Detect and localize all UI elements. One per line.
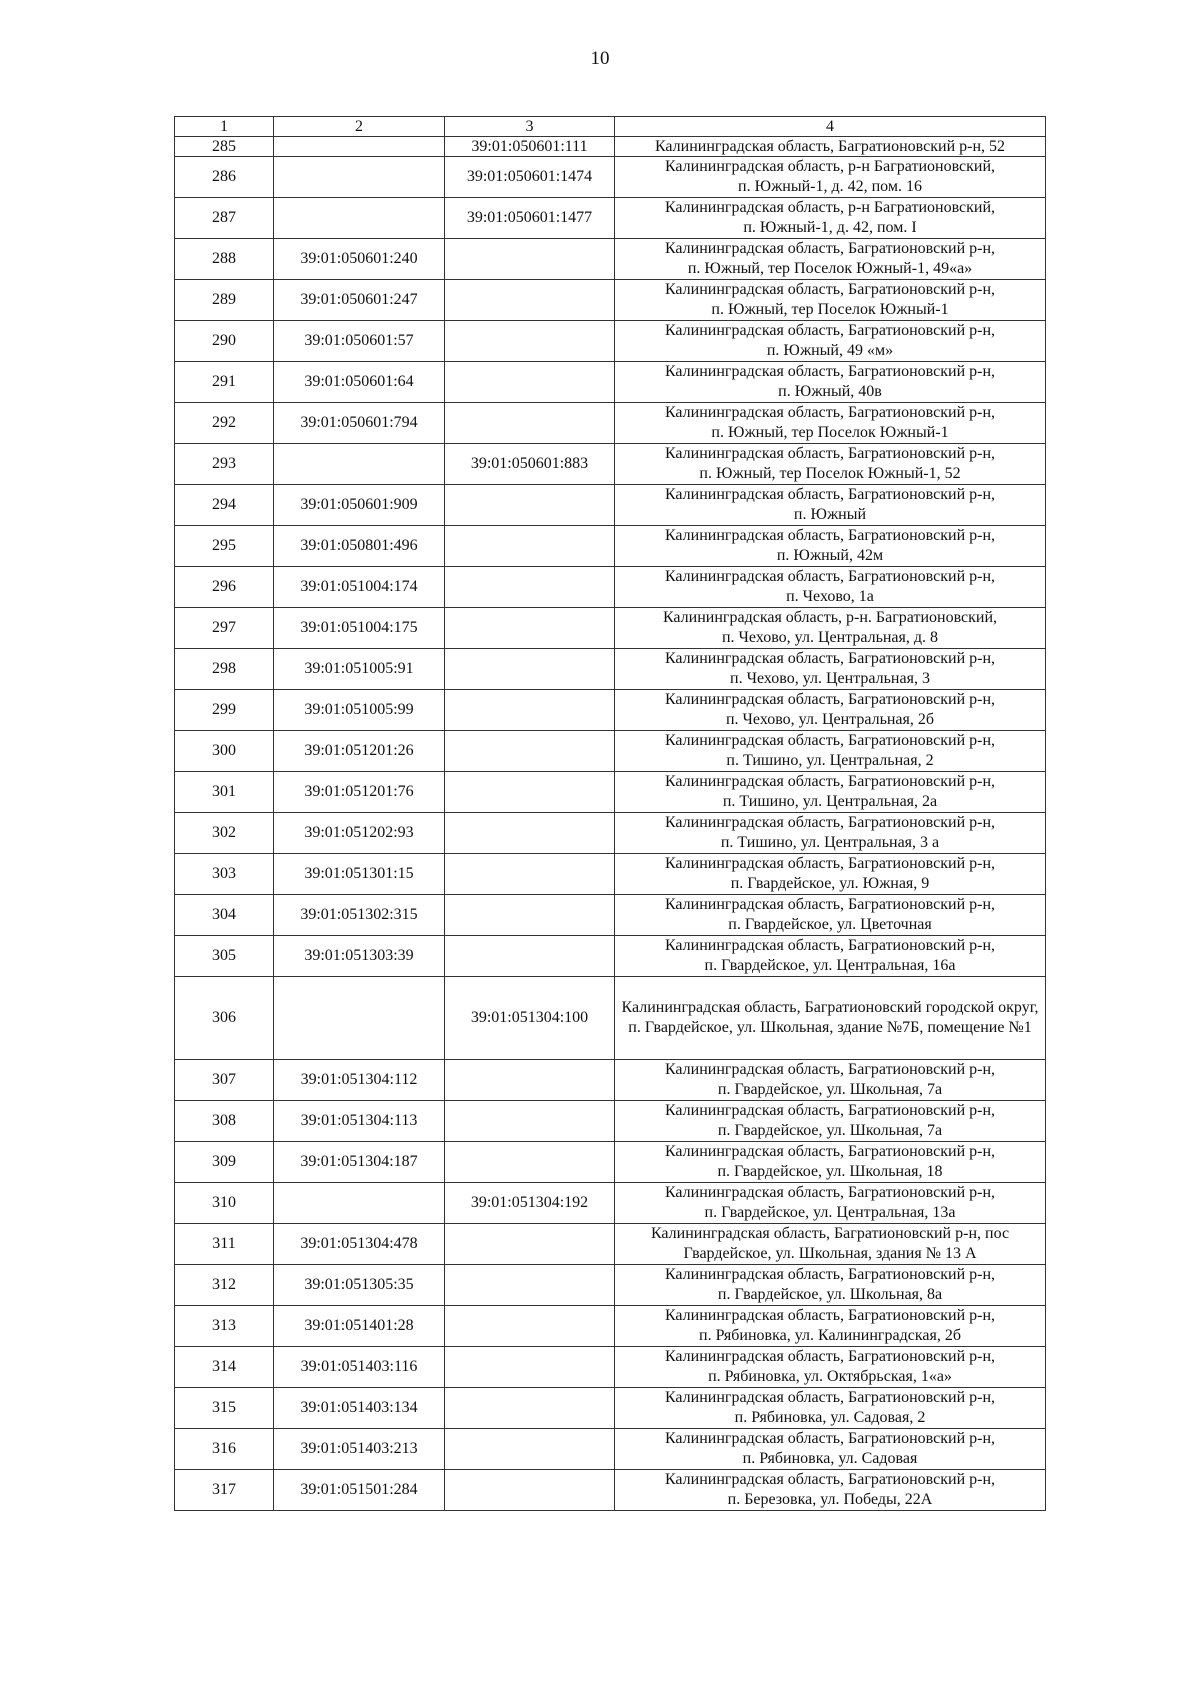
address-cell: [615, 1388, 1046, 1429]
address-cell: [615, 239, 1046, 280]
header-col-2: 2: [274, 117, 445, 137]
row-number-cell: 287: [175, 198, 274, 239]
address-cell: [615, 1306, 1046, 1347]
cadastral-number-alt-cell: [445, 239, 615, 280]
address-cell: [615, 1429, 1046, 1470]
cadastral-number-cell: 39:01:051301:15: [274, 854, 445, 895]
table-row: [175, 157, 1046, 198]
table-row: [175, 485, 1046, 526]
table-row: [175, 198, 1046, 239]
cadastral-number-cell: 39:01:050601:57: [274, 321, 445, 362]
address-cell: [615, 977, 1046, 1060]
address-cell: [615, 403, 1046, 444]
header-col-1: 1: [175, 117, 274, 137]
row-number-cell: 291: [175, 362, 274, 403]
address-cell: [615, 1101, 1046, 1142]
address-line: Калининградская область, Багратионовский р-н,: [664, 1102, 996, 1119]
cadastral-number-alt-cell: 39:01:050601:111: [445, 137, 615, 157]
cadastral-number-cell: 39:01:050601:909: [274, 485, 445, 526]
address-line: Калининградская область, р-н. Багратионовский,: [662, 609, 998, 626]
cadastral-number-alt-cell: [445, 1142, 615, 1183]
address-cell: [615, 608, 1046, 649]
address-cell: [615, 1470, 1046, 1511]
cadastral-number-cell: 39:01:051303:39: [274, 936, 445, 977]
address-line: Калининградская область, Багратионовский р-н,: [664, 404, 996, 421]
row-number-cell: 316: [175, 1429, 274, 1470]
cadastral-number-cell: [274, 198, 445, 239]
row-number-cell: 301: [175, 772, 274, 813]
address-cell: [615, 936, 1046, 977]
address-cell: [615, 690, 1046, 731]
cadastral-number-alt-cell: [445, 608, 615, 649]
row-number-cell: 314: [175, 1347, 274, 1388]
address-line: п. Гвардейское, ул. Школьная, 18: [717, 1163, 943, 1180]
address-line: п. Тишино, ул. Центральная, 2: [726, 752, 934, 769]
cadastral-number-alt-cell: 39:01:050601:1474: [445, 157, 615, 198]
table-row: [175, 1306, 1046, 1347]
address-cell: [615, 649, 1046, 690]
cadastral-number-cell: 39:01:050601:64: [274, 362, 445, 403]
cadastral-number-cell: 39:01:051004:174: [274, 567, 445, 608]
cadastral-number-alt-cell: [445, 731, 615, 772]
cadastral-number-alt-cell: [445, 772, 615, 813]
address-cell: [615, 1183, 1046, 1224]
cadastral-number-alt-cell: [445, 1060, 615, 1101]
cadastral-number-alt-cell: [445, 1388, 615, 1429]
row-number-cell: 311: [175, 1224, 274, 1265]
cadastral-number-cell: 39:01:051401:28: [274, 1306, 445, 1347]
row-number-cell: 306: [175, 977, 274, 1060]
cadastral-number-cell: 39:01:051403:213: [274, 1429, 445, 1470]
table-row: [175, 444, 1046, 485]
address-line: Калининградская область, Багратионовский р-н,: [664, 1143, 996, 1160]
address-line: Калининградская область, Багратионовский р-н,: [664, 814, 996, 831]
cadastral-number-alt-cell: [445, 403, 615, 444]
cadastral-number-cell: 39:01:051005:91: [274, 649, 445, 690]
address-line: Калининградская область, Багратионовский р-н,: [664, 1061, 996, 1078]
address-cell: [615, 567, 1046, 608]
cadastral-number-cell: 39:01:051304:478: [274, 1224, 445, 1265]
cadastral-number-alt-cell: 39:01:051304:100: [445, 977, 615, 1060]
row-number-cell: 304: [175, 895, 274, 936]
cadastral-number-cell: 39:01:050601:794: [274, 403, 445, 444]
address-line: п. Гвардейское, ул. Южная, 9: [730, 875, 930, 892]
cadastral-number-cell: [274, 157, 445, 198]
table-row: [175, 690, 1046, 731]
cadastral-number-alt-cell: [445, 1429, 615, 1470]
address-cell: [615, 321, 1046, 362]
cadastral-number-alt-cell: [445, 1347, 615, 1388]
row-number-cell: 298: [175, 649, 274, 690]
address-line: п. Чехово, ул. Центральная, д. 8: [721, 629, 939, 646]
cadastral-number-cell: 39:01:051305:35: [274, 1265, 445, 1306]
table-row: [175, 813, 1046, 854]
cadastral-number-alt-cell: 39:01:051304:192: [445, 1183, 615, 1224]
table-row: [175, 137, 1046, 157]
table-row: [175, 731, 1046, 772]
cadastral-number-cell: 39:01:050801:496: [274, 526, 445, 567]
address-line: п. Рябиновка, ул. Садовая, 2: [734, 1409, 926, 1426]
row-number-cell: 302: [175, 813, 274, 854]
address-line: п. Южный, тер Поселок Южный-1, 52: [699, 465, 961, 482]
address-line: п. Южный-1, д. 42, пом. 16: [738, 178, 922, 195]
cadastral-number-cell: [274, 137, 445, 157]
address-line: Калининградская область, Багратионовский р-н,: [664, 1348, 996, 1365]
cadastral-number-cell: 39:01:050601:247: [274, 280, 445, 321]
address-line: Калининградская область, Багратионовский р-н,: [664, 445, 996, 462]
cadastral-number-alt-cell: [445, 321, 615, 362]
row-number-cell: 290: [175, 321, 274, 362]
cadastral-number-cell: 39:01:051302:315: [274, 895, 445, 936]
address-line: п. Гвардейское, ул. Школьная, здание №7Б, помещение №1: [628, 1019, 1032, 1036]
cadastral-number-cell: [274, 977, 445, 1060]
table-row: [175, 280, 1046, 321]
cadastral-number-alt-cell: 39:01:050601:1477: [445, 198, 615, 239]
address-cell: [615, 895, 1046, 936]
address-line: Калининградская область, Багратионовский р-н,: [664, 1266, 996, 1283]
cadastral-number-alt-cell: [445, 362, 615, 403]
cadastral-number-cell: 39:01:051501:284: [274, 1470, 445, 1511]
address-cell: [615, 1347, 1046, 1388]
header-col-3: 3: [445, 117, 615, 137]
address-line: п. Гвардейское, ул. Школьная, 7а: [717, 1081, 943, 1098]
cadastral-number-alt-cell: [445, 485, 615, 526]
table-row: [175, 321, 1046, 362]
address-line: п. Южный, тер Поселок Южный-1: [711, 301, 949, 318]
row-number-cell: 307: [175, 1060, 274, 1101]
row-number-cell: 292: [175, 403, 274, 444]
address-line: Калининградская область, Багратионовский р-н,: [664, 773, 996, 790]
cadastral-number-alt-cell: [445, 1224, 615, 1265]
row-number-cell: 296: [175, 567, 274, 608]
row-number-cell: 288: [175, 239, 274, 280]
address-line: п. Рябиновка, ул. Октябрьская, 1«а»: [708, 1368, 952, 1385]
address-line: п. Березовка, ул. Победы, 22А: [727, 1491, 933, 1508]
cadastral-number-cell: 39:01:051005:99: [274, 690, 445, 731]
address-line: Калининградская область, Багратионовский р-н,: [664, 281, 996, 298]
address-line: Калининградская область, Багратионовский р-н,: [664, 691, 996, 708]
row-number-cell: 299: [175, 690, 274, 731]
address-line: п. Южный, тер Поселок Южный-1, 49«а»: [687, 260, 973, 277]
header-col-4: 4: [615, 117, 1046, 137]
cadastral-number-alt-cell: [445, 526, 615, 567]
address-line: п. Чехово, ул. Центральная, 2б: [725, 711, 935, 728]
address-cell: [615, 1224, 1046, 1265]
table-row: [175, 1101, 1046, 1142]
cadastral-number-alt-cell: [445, 936, 615, 977]
page-number: 10: [590, 48, 610, 69]
row-number-cell: 308: [175, 1101, 274, 1142]
address-line: Калининградская область, Багратионовский р-н, 52: [654, 137, 1006, 155]
table-row: [175, 1347, 1046, 1388]
address-line: п. Гвардейское, ул. Школьная, 7а: [717, 1122, 943, 1139]
cadastral-number-alt-cell: [445, 690, 615, 731]
address-line: Калининградская область, Багратионовский р-н,: [664, 527, 996, 544]
cadastral-number-cell: [274, 444, 445, 485]
cadastral-number-alt-cell: [445, 649, 615, 690]
address-cell: [615, 444, 1046, 485]
row-number-cell: 317: [175, 1470, 274, 1511]
address-line: п. Чехово, ул. Центральная, 3: [730, 670, 930, 687]
address-cell: [615, 157, 1046, 198]
row-number-cell: 310: [175, 1183, 274, 1224]
address-cell: [615, 526, 1046, 567]
address-line: Калининградская область, Багратионовский р-н,: [664, 896, 996, 913]
address-cell: [615, 1142, 1046, 1183]
cadastral-number-cell: 39:01:051304:112: [274, 1060, 445, 1101]
registry-table: [174, 116, 1046, 1511]
address-cell: [615, 485, 1046, 526]
address-cell: [615, 1265, 1046, 1306]
row-number-cell: 294: [175, 485, 274, 526]
address-line: п. Тишино, ул. Центральная, 3 а: [720, 834, 940, 851]
table-row: [175, 895, 1046, 936]
cadastral-number-alt-cell: [445, 567, 615, 608]
address-line: Калининградская область, Багратионовский р-н,: [664, 568, 996, 585]
table-row: [175, 772, 1046, 813]
cadastral-number-alt-cell: [445, 1470, 615, 1511]
address-cell: [615, 772, 1046, 813]
address-line: Калининградская область, Багратионовский р-н,: [664, 732, 996, 749]
table-row: [175, 239, 1046, 280]
cadastral-number-cell: [274, 1183, 445, 1224]
table-row: [175, 854, 1046, 895]
row-number-cell: 309: [175, 1142, 274, 1183]
row-number-cell: 313: [175, 1306, 274, 1347]
cadastral-number-alt-cell: [445, 854, 615, 895]
address-line: п. Южный, 42м: [776, 547, 884, 564]
table-row: [175, 1388, 1046, 1429]
row-number-cell: 295: [175, 526, 274, 567]
table-row: [175, 1224, 1046, 1265]
address-cell: [615, 854, 1046, 895]
cadastral-number-alt-cell: [445, 813, 615, 854]
address-line: Калининградская область, Багратионовский р-н,: [664, 1389, 996, 1406]
cadastral-number-cell: 39:01:051403:134: [274, 1388, 445, 1429]
table-row: [175, 1142, 1046, 1183]
address-line: п. Южный, тер Поселок Южный-1: [711, 424, 949, 441]
row-number-cell: 289: [175, 280, 274, 321]
cadastral-number-alt-cell: 39:01:050601:883: [445, 444, 615, 485]
table-row: [175, 1265, 1046, 1306]
address-cell: [615, 280, 1046, 321]
address-line: Калининградская область, Багратионовский р-н,: [664, 855, 996, 872]
row-number-cell: 285: [175, 137, 274, 157]
address-line: п. Гвардейское, ул. Школьная, 8а: [717, 1286, 943, 1303]
table-row: [175, 1060, 1046, 1101]
address-line: п. Гвардейское, ул. Центральная, 13а: [704, 1204, 956, 1221]
cadastral-number-cell: 39:01:051304:113: [274, 1101, 445, 1142]
table-row: [175, 403, 1046, 444]
address-cell: [615, 1060, 1046, 1101]
cadastral-number-cell: 39:01:051201:76: [274, 772, 445, 813]
address-line: п. Тишино, ул. Центральная, 2а: [722, 793, 938, 810]
address-line: п. Рябиновка, ул. Калининградская, 2б: [699, 1327, 961, 1344]
row-number-cell: 315: [175, 1388, 274, 1429]
address-line: п. Чехово, 1а: [786, 588, 874, 605]
cadastral-number-alt-cell: [445, 1101, 615, 1142]
table-row: [175, 1470, 1046, 1511]
address-line: Калининградская область, Багратионовский р-н,: [664, 1430, 996, 1447]
table-row: [175, 936, 1046, 977]
row-number-cell: 293: [175, 444, 274, 485]
address-line: п. Рябиновка, ул. Садовая: [742, 1450, 918, 1467]
address-line: Калининградская область, Багратионовский р-н,: [664, 650, 996, 667]
address-line: Калининградская область, р-н Багратионовский,: [664, 199, 996, 216]
address-line: Калининградская область, Багратионовский р-н,: [664, 486, 996, 503]
address-line: Калининградская область, Багратионовский р-н,: [664, 1184, 996, 1201]
header-row: [175, 117, 1046, 137]
address-cell: [615, 362, 1046, 403]
row-number-cell: 297: [175, 608, 274, 649]
address-line: Калининградская область, Багратионовский р-н,: [664, 1307, 996, 1324]
row-number-cell: 300: [175, 731, 274, 772]
table-row: [175, 649, 1046, 690]
cadastral-number-cell: 39:01:051304:187: [274, 1142, 445, 1183]
address-line: п. Южный: [793, 506, 867, 523]
row-number-cell: 303: [175, 854, 274, 895]
address-line: п. Южный, 49 «м»: [766, 342, 894, 359]
cadastral-number-alt-cell: [445, 280, 615, 321]
table-row: [175, 608, 1046, 649]
address-line: Калининградская область, Багратионовский р-н,: [664, 363, 996, 380]
address-line: Калининградская область, Багратионовский городской округ,: [621, 999, 1039, 1016]
address-cell: [615, 137, 1046, 157]
address-line: Калининградская область, Багратионовский р-н,: [664, 1471, 996, 1488]
address-line: Калининградская область, Багратионовский р-н, пос: [650, 1225, 1010, 1242]
cadastral-number-cell: 39:01:051201:26: [274, 731, 445, 772]
row-number-cell: 286: [175, 157, 274, 198]
cadastral-number-alt-cell: [445, 1306, 615, 1347]
table-row: [175, 1183, 1046, 1224]
address-line: п. Южный, 40в: [778, 383, 882, 400]
address-line: п. Гвардейское, ул. Цветочная: [728, 916, 932, 933]
table-row: [175, 977, 1046, 1060]
cadastral-number-cell: 39:01:051202:93: [274, 813, 445, 854]
address-cell: [615, 198, 1046, 239]
cadastral-number-alt-cell: [445, 1265, 615, 1306]
address-line: Калининградская область, р-н Багратионовский,: [664, 158, 996, 175]
address-line: п. Гвардейское, ул. Центральная, 16а: [704, 957, 956, 974]
row-number-cell: 305: [175, 936, 274, 977]
cadastral-number-cell: 39:01:051403:116: [274, 1347, 445, 1388]
table-row: [175, 1429, 1046, 1470]
address-cell: [615, 731, 1046, 772]
registry-body: [175, 137, 1046, 1511]
address-line: Калининградская область, Багратионовский р-н,: [664, 322, 996, 339]
address-cell: [615, 813, 1046, 854]
table-row: [175, 567, 1046, 608]
address-line: Калининградская область, Багратионовский р-н,: [664, 937, 996, 954]
table-row: [175, 362, 1046, 403]
cadastral-number-cell: 39:01:051004:175: [274, 608, 445, 649]
cadastral-number-cell: 39:01:050601:240: [274, 239, 445, 280]
table-row: [175, 526, 1046, 567]
address-line: п. Южный-1, д. 42, пом. I: [743, 219, 917, 236]
address-line: Гвардейское, ул. Школьная, здания № 13 А: [683, 1245, 977, 1262]
cadastral-number-alt-cell: [445, 895, 615, 936]
row-number-cell: 312: [175, 1265, 274, 1306]
address-line: Калининградская область, Багратионовский р-н,: [664, 240, 996, 257]
